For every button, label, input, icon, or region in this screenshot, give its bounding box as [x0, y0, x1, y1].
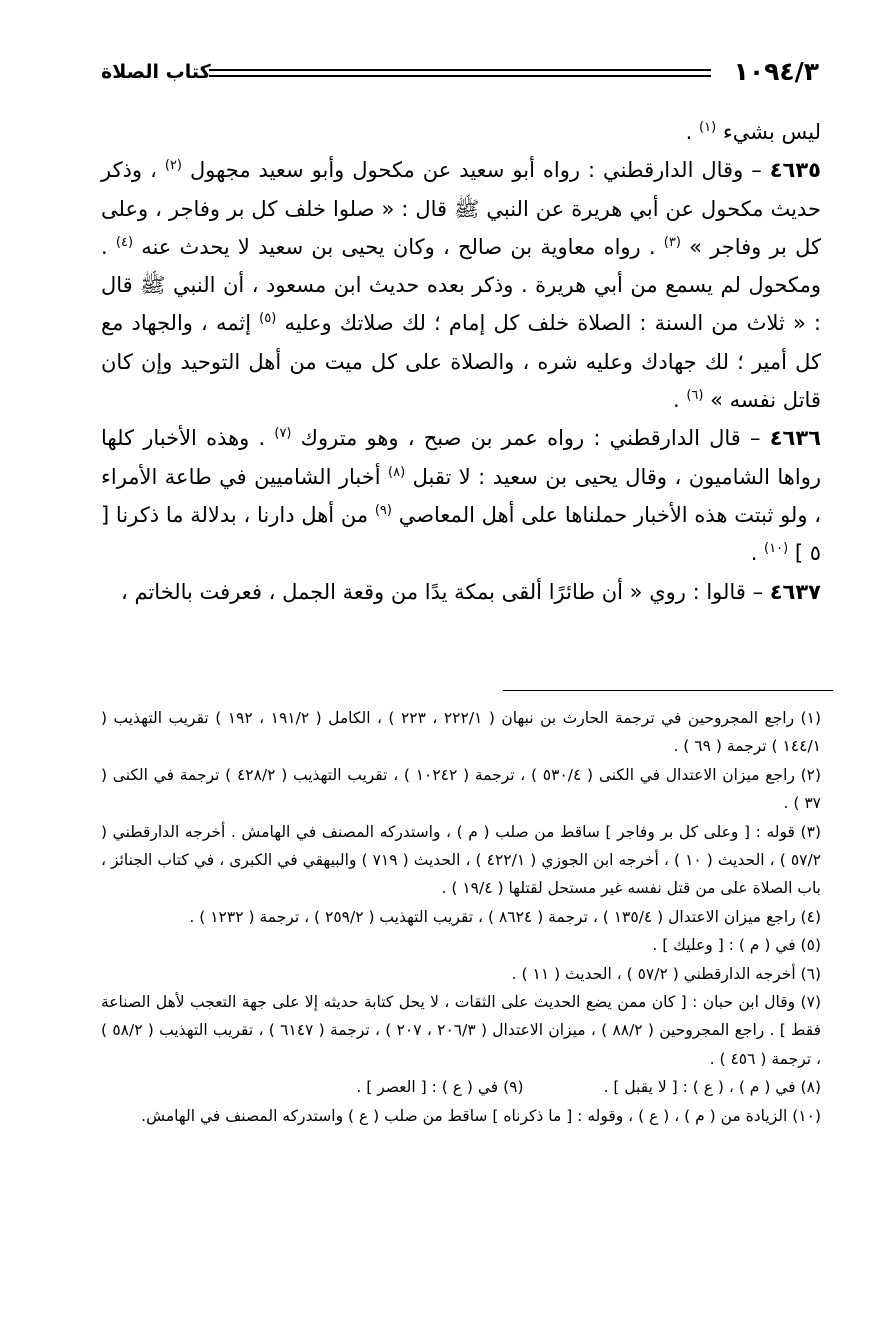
footnote-5: (٥) في ( م ) : [ وعليك ] .	[652, 936, 821, 955]
footnote-pair	[101, 1073, 821, 1101]
page-number: ١٠٩٤/٣	[733, 57, 819, 86]
footnote-9: (٩) في ( ع ) : [ العصر ] .	[356, 1078, 524, 1097]
footnote-ref: (٧)	[274, 426, 292, 442]
book-title: كتاب الصلاة	[101, 61, 211, 83]
footnote-4: (٤) راجع ميزان الاعتدال ( ١٣٥/٤ ) ، ترجمة ( ٨٦٢٤ ) ، تقريب التهذيب ( ٢٥٩/٢ ) ، ترجمة ( ١٢٣٢ ) .	[189, 907, 821, 926]
footnote-ref: (٦)	[686, 388, 704, 404]
entry-number: ٤٦٣٧	[769, 579, 821, 604]
footnote-8: (٨) في ( م ) ، ( ع ) : [ لا يقبل ] .	[603, 1078, 821, 1097]
footnote-7: (٧) وقال ابن حبان : [ كان ممن يضع الحديث على الثقات ، لا يحل كتابة حديثه إلا على جهة التعجب لأهل الصناعة فقط ] . راجع المجروحين ( ٨٨/٢ ) ، ميزان الاعتدال ( ٢٠٦/٣ ، ٢٠٧ ) ، ترجمة ( ٦١٤٧ ) ، تقريب التهذيب ( ٥٨/٢ ) ، ترجمة ( ٤٥٦ ) .	[101, 993, 822, 1068]
main-text	[101, 113, 821, 611]
footnote-6: (٦) أخرجه الدارقطني ( ٥٧/٢ ) ، الحديث ( ١١ ) .	[511, 964, 821, 983]
entry-number: ٤٦٣٥	[769, 158, 821, 183]
footnote-ref: (٤)	[115, 234, 134, 250]
footnote-ref: (١٠)	[764, 541, 789, 557]
entry-number: ٤٦٣٦	[769, 426, 821, 451]
footnote-separator	[503, 690, 833, 691]
footnote-ref: (٨)	[388, 464, 406, 480]
entry-4635: ٤٦٣٥ – وقال الدارقطني : رواه أبو سعيد عن مكحول وأبو سعيد مجهول $^{(٢)}$ ، وذكر حديث مكحول عن أبي هريرة عن النبي ﷺ قال : « صلوا خلف كل بر وفاجر ، وعلى كل بر وفاجر » $^{(٣)}$ . رواه معاوية بن صالح ، وكان يحيى بن سعيد لا يحدث عنه $^{(٤)}$ . ومكحول لم يسمع من أبي هريرة . وذكر بعده حديث ابن مسعود ، أن النبي ﷺ قال : « ثلاث من السنة : الصلاة خلف كل إمام ؛ لك صلاتك وعليه $^{(٥)}$ إثمه ، والجهاد مع كل أمير ؛ لك جهادك وعليه شره ، والصلاة على كل ميت من أهل التوحيد وإن كان قاتل نفسه » $^{(٦)}$ .	[101, 158, 822, 413]
footnote-1: (١) راجع المجروحين في ترجمة الحارث بن نبهان ( ٢٢٢/١ ، ٢٢٣ ) ، الكامل ( ١٩١/٢ ، ١٩٢ ) تقريب التهذيب ( ١٤٤/١ ) ترجمة ( ٦٩ ) .	[101, 709, 821, 756]
footnote-ref: (٣)	[663, 234, 681, 250]
footnote-ref: (٩)	[374, 502, 392, 518]
footnotes	[101, 704, 821, 1130]
footnote-3: (٣) قوله : [ وعلى كل بر وفاجر ] ساقط من صلب ( م ) ، واستدركه المصنف في الهامش . أخرجه الدارقطني ( ٥٧/٢ ) ، الحديث ( ١٠ ) ، أخرجه ابن الجوزي ( ٤٢٢/١ ) ، الحديث ( ٧١٩ ) والبيهقي في الكبرى ، في كتاب الجنائز ، باب الصلاة على من قتل نفسه غير مستحل لقتلها ( ١٩/٤ ) .	[101, 822, 822, 898]
footnote-ref: (٥)	[259, 311, 277, 327]
footnote-2: (٢) راجع ميزان الاعتدال في الكنى ( ٥٣٠/٤ ) ، ترجمة ( ١٠٢٤٢ ) ، تقريب التهذيب ( ٤٢٨/٢ ) ترجمة في الكنى ( ٣٧ ) .	[101, 765, 822, 813]
footnote-10: (١٠) الزيادة من ( م ) ، ( ع ) ، وقوله : [ ما ذكرناه ] ساقط من صلب ( ع ) واستدركه المصنف في الهامش.	[141, 1106, 821, 1125]
running-header	[101, 54, 819, 90]
footnote-ref: (٢)	[164, 158, 182, 174]
header-rule	[209, 69, 711, 77]
intro-paragraph: ليس بشيء $^{(١)}$ .	[685, 120, 821, 144]
entry-4637: ٤٦٣٧ – قالوا : روي « أن طائرًا ألقى بمكة يدًا من وقعة الجمل ، فعرفت بالخاتم ،	[121, 579, 821, 604]
footnote-ref: (١)	[699, 120, 717, 135]
entry-4636: ٤٦٣٦ – قال الدارقطني : رواه عمر بن صبح ، وهو متروك $^{(٧)}$ . وهذه الأخبار كلها رواها الشاميون ، وقال يحيى بن سعيد : لا تقبل $^{(٨)}$ أخبار الشاميين في طاعة الأمراء ، ولو ثبتت هذه الأخبار حملناها على أهل المعاصي $^{(٩)}$ من أهل دارنا ، بدلالة ما ذكرنا [ ٥ ] $^{(١٠)}$ .	[101, 426, 821, 566]
